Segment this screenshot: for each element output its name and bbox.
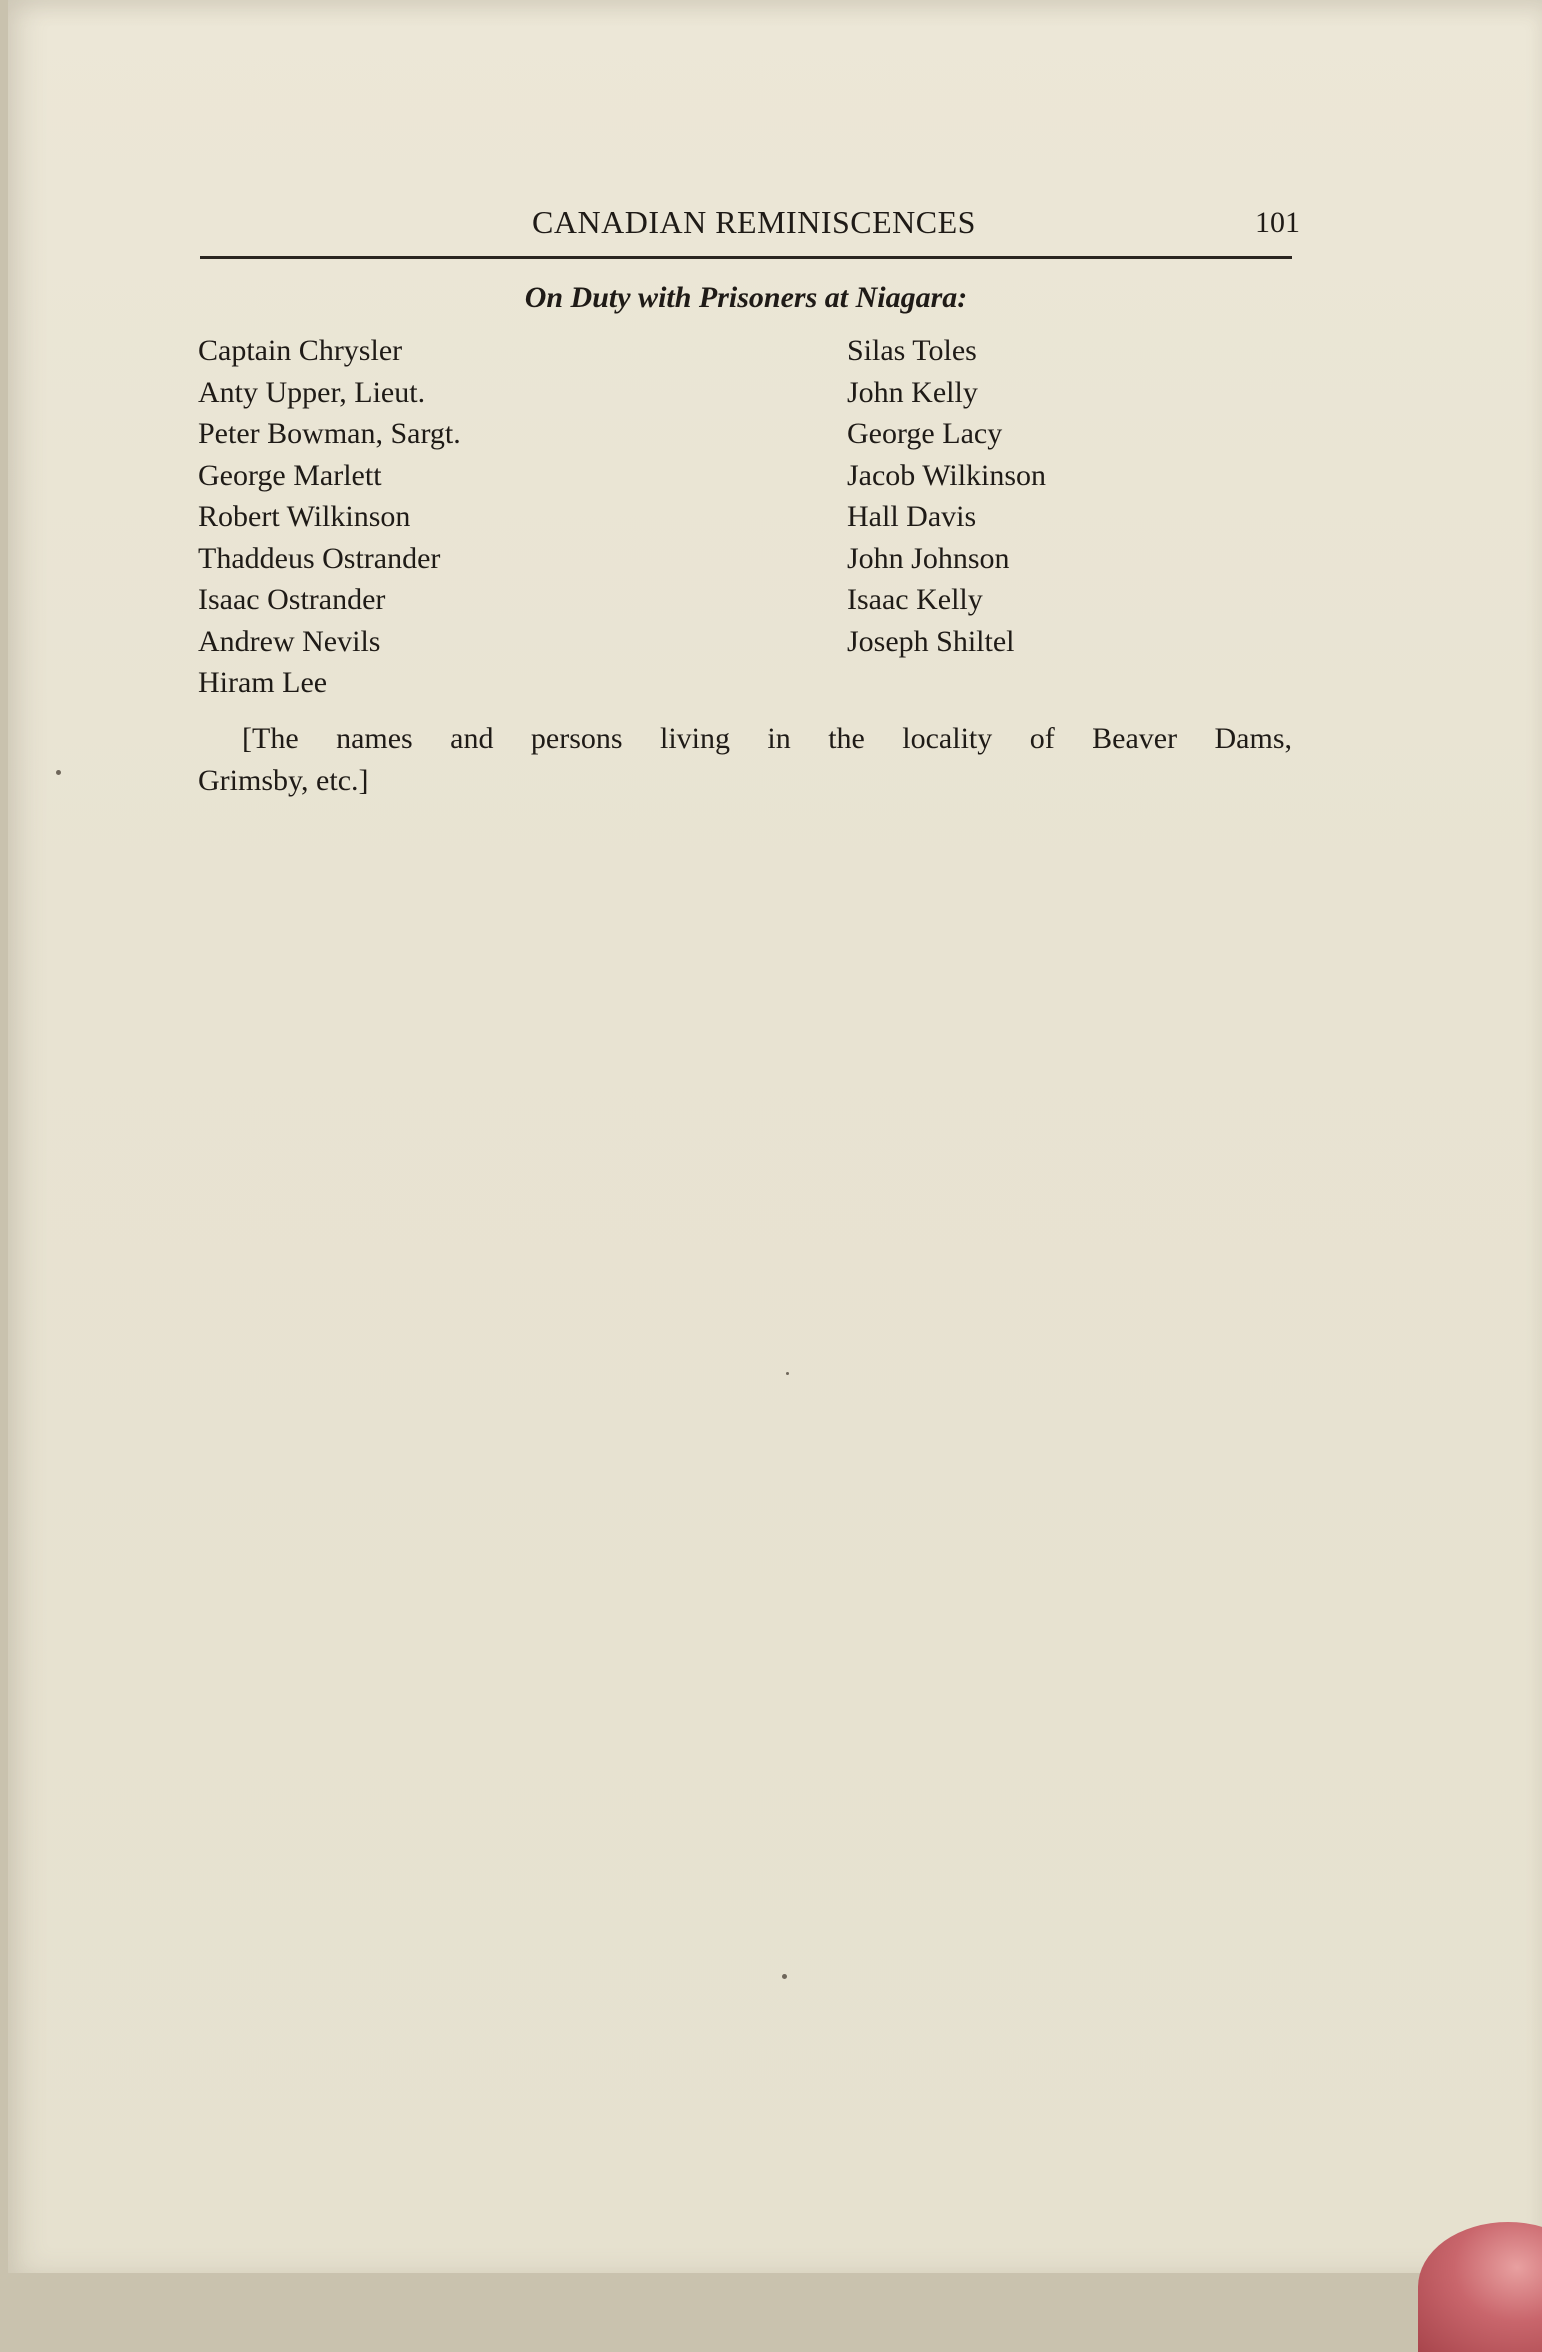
name-entry: George Lacy [847,417,1003,450]
name-entry: Hall Davis [847,500,977,533]
name-entry: Andrew Nevils [198,624,381,658]
paper-speck [56,770,61,775]
section-title: On Duty with Prisoners at Niagara: [524,281,968,314]
name-entry: Jacob Wilkinson [847,458,1047,492]
name-entry: Peter Bowman, Sargt. [198,417,461,450]
name-entry: Robert Wilkinson [198,500,411,533]
name-entry: Thaddeus Ostrander [198,541,441,575]
running-head [208,200,1300,248]
running-title: CANADIAN REMINISCENCES [532,204,976,240]
name-entry: Joseph Shiltel [847,624,1015,658]
header-rule [200,256,1292,259]
name-entry: Hiram Lee [198,666,328,699]
page-number: 101 [1255,206,1300,239]
name-entry: Isaac Ostrander [198,583,386,616]
name-entry: John Kelly [847,375,978,409]
name-entry: George Marlett [198,458,382,492]
name-entry: Silas Toles [847,334,977,367]
name-entry: Isaac Kelly [847,583,983,616]
name-entry: John Johnson [847,541,1010,575]
editorial-note-line: [The names and persons living in the locality of Beaver Dams, [242,722,1292,755]
editorial-note-line: Grimsby, etc.] [198,764,369,797]
name-entry: Captain Chrysler [198,334,403,367]
names-list-right [847,330,1046,662]
names-list-left [198,330,461,704]
paper-speck [782,1974,787,1979]
editorial-note [198,718,1292,802]
paper-speck [786,1372,789,1375]
name-entry: Anty Upper, Lieut. [198,375,426,409]
